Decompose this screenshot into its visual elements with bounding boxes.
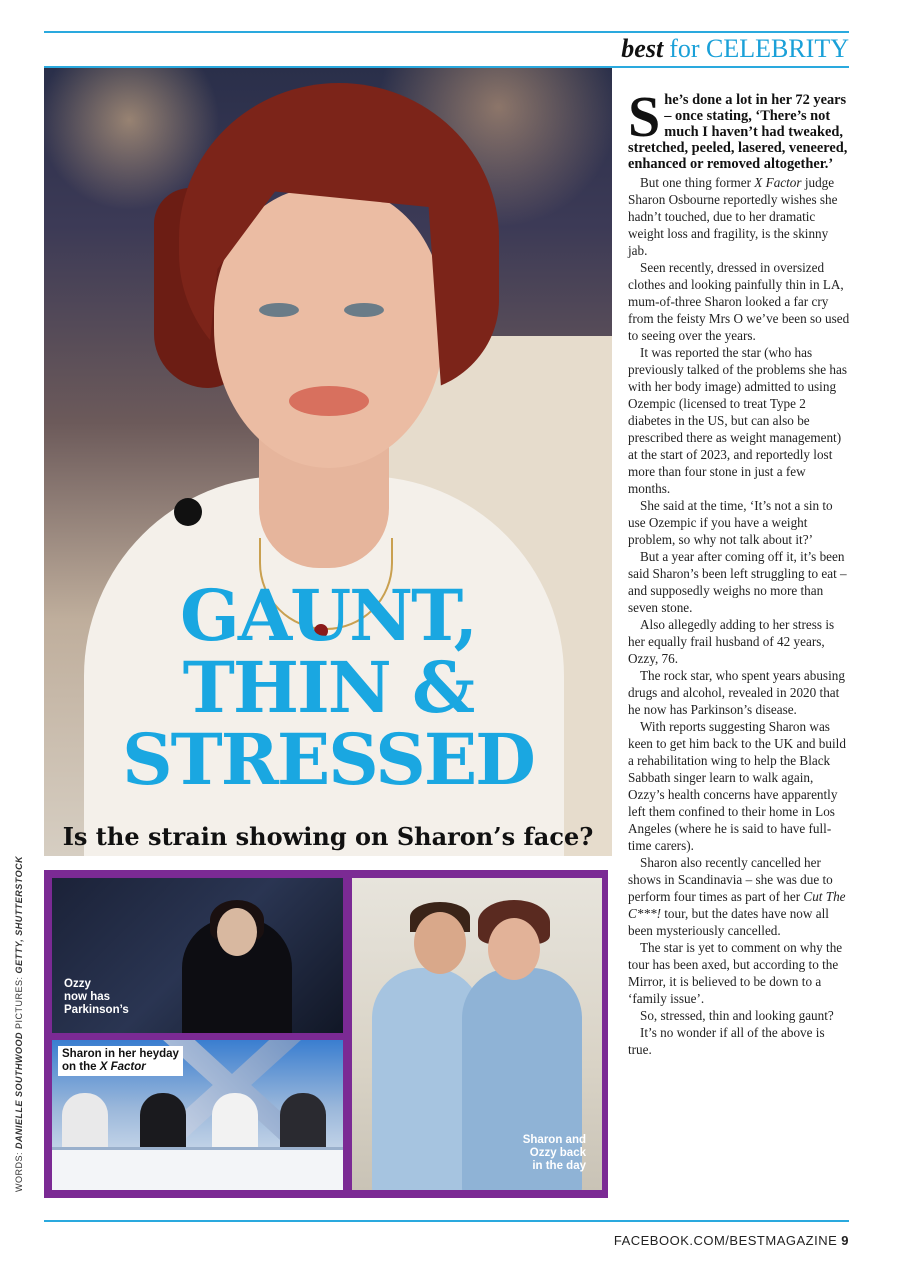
judges-desk — [52, 1147, 343, 1190]
ozzy-head — [217, 908, 257, 956]
headline-line: THIN & — [182, 646, 474, 729]
paragraph: It’s no wonder if all of the above is true. — [628, 1025, 825, 1057]
judge-figure — [212, 1093, 258, 1155]
page-footer — [614, 1233, 849, 1253]
right-eye — [344, 303, 384, 317]
ozzy-throne-photo — [52, 878, 343, 1033]
caption-couple: Sharon and Ozzy back in the day — [522, 1134, 586, 1172]
paragraph: But one thing former X Factor judge Sharon Osbourne reportedly wishes she hadn’t touched, due to her dramatic weight loss and fragility, is the skinny jab. — [628, 175, 838, 258]
headline — [44, 574, 612, 801]
sharon-head — [488, 918, 540, 980]
paragraph: Seen recently, dressed in oversized clothes and looking painfully thin in LA, mum-of-three Sharon looked a far cry from the feisty Mrs O we’ve been so used to seeing over the years. — [628, 260, 850, 343]
footer-url: FACEBOOK.COM/BESTMAGAZINE — [613, 1233, 838, 1248]
page-number: 9 — [841, 1233, 849, 1248]
lips — [289, 386, 369, 416]
section-header — [621, 34, 849, 64]
caption-x-factor: Sharon in her heyday on the X Factor — [58, 1046, 183, 1076]
face — [214, 188, 444, 468]
headline-line: STRESSED — [122, 718, 534, 801]
couple-vintage-photo — [352, 878, 602, 1190]
judge-sharon — [140, 1093, 186, 1155]
left-eye — [259, 303, 299, 317]
judge-figure — [62, 1093, 108, 1155]
paragraph: Sharon also recently cancelled her shows in Scandinavia – she was due to perform four times as part of her Cut The C***! tour, but the dates have now all been mysteriously cancelled. — [628, 855, 846, 938]
paragraph: She said at the time, ‘It’s not a sin to use Ozempic if you have a weight problem, so why not talk about it?’ — [628, 498, 833, 547]
standfirst: Is the strain showing on Sharon’s face? — [62, 822, 594, 851]
photo-credits: WORDS: DANIELLE SOUTHWOOD PICTURES: GETTY, SHUTTERSTOCK — [14, 855, 24, 1192]
drop-cap: S — [628, 84, 661, 149]
caption-ozzy: Ozzy now has Parkinson’s — [64, 978, 129, 1016]
ozzy-head — [414, 912, 466, 974]
bottom-rule — [44, 1220, 849, 1222]
paragraph: Also allegedly adding to her stress is her equally frail husband of 42 years, Ozzy, 76. — [628, 617, 835, 666]
paragraph: So, stressed, thin and looking gaunt? — [640, 1008, 834, 1023]
x-factor-photo — [52, 1040, 343, 1190]
paragraph: It was reported the star (who has previously talked of the problems she has with her body image) admitted to using Ozempic (licensed to treat Type 2 diabetes in the US, but can also be prescribed there as weight management) at the start of 2023, and reportedly lost more than four stone in just a few months. — [628, 345, 848, 496]
headline-line: GAUNT, — [180, 574, 476, 657]
top-rule — [44, 31, 849, 33]
paragraph: The rock star, who spent years abusing drugs and alcohol, revealed in 2020 that he now has Parkinson’s disease. — [628, 668, 845, 717]
brand-wordmark: best — [621, 34, 664, 63]
lapel-microphone-icon — [174, 498, 202, 526]
article-lead: She’s done a lot in her 72 years – once stating, ‘There’s not much I haven’t had tweaked, stretched, peeled, lasered, veneered, enhanced or removed altogether.’ — [628, 84, 848, 172]
section-label: for CELEBRITY — [669, 34, 849, 63]
article-body — [628, 84, 850, 1058]
judge-figure — [280, 1093, 326, 1155]
paragraph: With reports suggesting Sharon was keen to get him back to the UK and build a rehabilitation wing to help the Black Sabbath singer learn to walk again, Ozzy’s health concerns have apparently left them confined to their home in Los Angeles (where he is said to have full-time carers). — [628, 719, 846, 853]
paragraph: The star is yet to comment on why the tour has been axed, but according to the Mirror, it is believed to be down to a ‘family issue’. — [628, 940, 843, 1006]
paragraph: But a year after coming off it, it’s been said Sharon’s been left struggling to eat – and supposedly weighs no more than seven stone. — [628, 549, 847, 615]
